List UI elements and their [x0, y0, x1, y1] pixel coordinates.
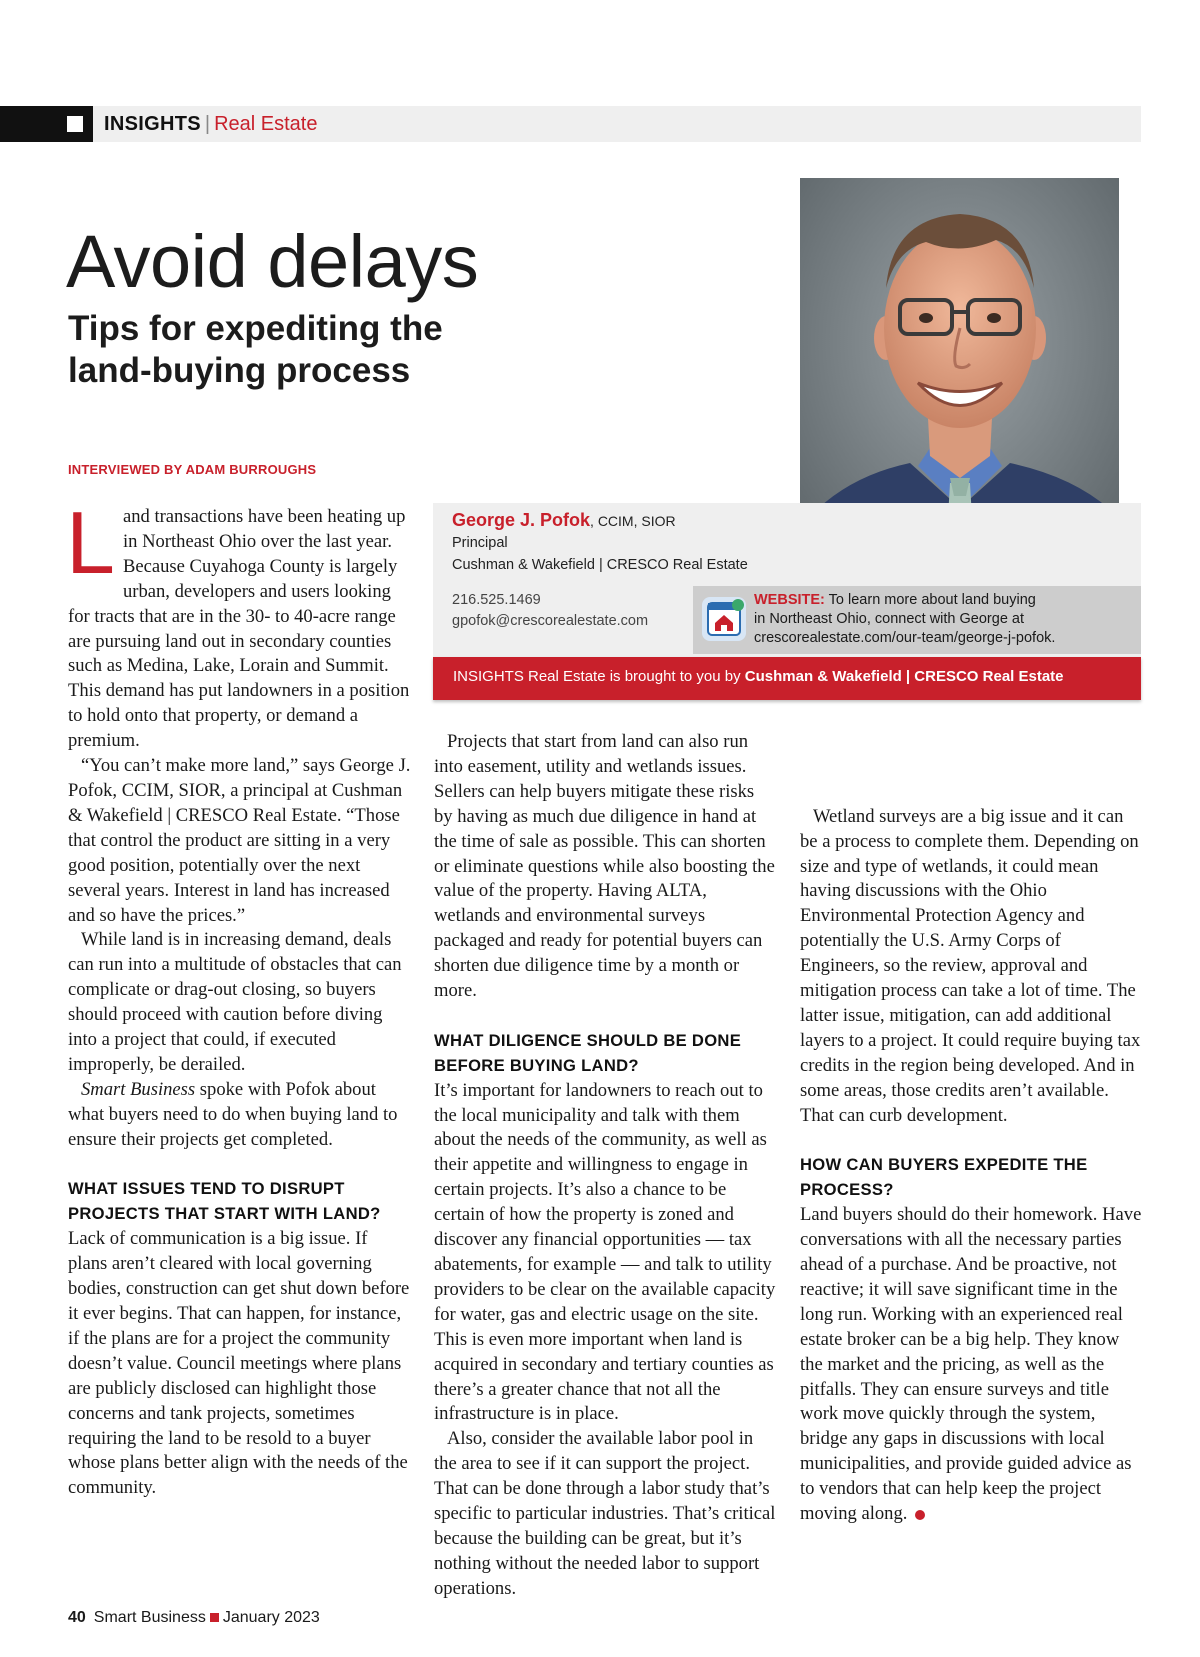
- paragraph: Wetland surveys are a big issue and it can be a process to complete them. Depending on size and type of wetlands, it could mean having discussions with the Ohio Environmental Protection Agency and potentially the U.S. Army Corps of Engineers, so the review, approval and mitigation process can take a lot of time. The latter issue, mitigation, can add additional layers to a project. It could require buying tax credits in the region being developed. And in some areas, those credits aren’t available. That can curb development.: [800, 805, 1141, 1126]
- article-title: Avoid delays: [66, 220, 479, 303]
- paragraph: Smart Business spoke with Pofok about what buyers need to do when buying land to ensure their projects get completed.: [68, 1078, 398, 1150]
- website-text-1: To learn more about land buying: [828, 592, 1036, 608]
- profile-phone: 216.525.1469: [452, 592, 541, 608]
- section-name: INSIGHTS: [104, 113, 201, 135]
- lead-paragraph: Land transactions have been heating up in Northeast Ohio over the last year. Because Cuyahoga County is largely urban, developers and users looking for tracts that are in the 30- to 40-acre range are pursuing land out in secondary counties such as Medina, Lake, Lorain and Summit. This demand has put landowners in a position to hold onto that property, or demand a premium.: [66, 493, 410, 752]
- sponsor-prefix: INSIGHTS Real Estate is brought to you by: [453, 668, 745, 685]
- paragraph: While land is in increasing demand, deals can run into a multitude of obstacles that can complicate or drag-out closing, so buyers should proceed with caution before diving into a project that could, if executed improperly, be derailed.: [68, 929, 402, 1075]
- section-separator: |: [204, 113, 211, 135]
- header-square-icon: [67, 116, 83, 132]
- website-url[interactable]: crescorealestate.com/our-team/george-j-pofok.: [754, 630, 1056, 646]
- section-header-bar: [0, 106, 1141, 142]
- profile-credentials: , CCIM, SIOR: [590, 513, 676, 529]
- header-black-block: [0, 106, 93, 142]
- website-text-2: in Northeast Ohio, connect with George at: [754, 611, 1025, 627]
- end-mark-icon: [915, 1510, 925, 1520]
- footer-issue: January 2023: [222, 1609, 320, 1626]
- section-heading: WHAT ISSUES TEND TO DISRUPT PROJECTS THAT START WITH LAND?: [68, 1179, 381, 1224]
- article-column-1: [66, 493, 411, 1501]
- paragraph: Also, consider the available labor pool in the area to see if it can support the project. That can be done through a labor study that’s specific to particular industries. That’s critical because the building can be great, but it’s nothing without the needed labor to support operations.: [434, 1428, 776, 1599]
- section-heading: WHAT DILIGENCE SHOULD BE DONE BEFORE BUYING LAND?: [434, 1030, 742, 1075]
- paragraph: It’s important for landowners to reach out to the local municipality and talk with them about the needs of the community, as well as their appetite and willingness to engage in certain projects. It’s also a chance to be certain of how the property is zoned and discover any financial opportunities — tax abatements, for example — and talk to utility providers to be clear on the available capacity for water, gas and electric usage on the site. This is even more important when land is acquired in secondary and tertiary counties as there’s a greater chance that not all the infrastructure is in place.: [434, 1079, 776, 1425]
- paragraph: Lack of communication is a big issue. If plans aren’t cleared with local governing bodies, construction can get shut down before it ever begins. That can happen, for instance, if the plans are for a project the community doesn’t value. Council meetings where plans are publicly disclosed can highlight those concerns and tank projects, sometimes requiring the land to be resold to a buyer whose plans better align with the needs of the community.: [68, 1228, 410, 1499]
- profile-name-line: [452, 510, 676, 531]
- paragraph: “You can’t make more land,” says George J. Pofok, CCIM, SIOR, a principal at Cushman & Wakefield | CRESCO Real Estate. “Those that control the product are sitting in a very good position, potentially over the next several years. Interest in land has increased and so have the prices.”: [68, 755, 411, 926]
- page-footer: [68, 1609, 320, 1627]
- page-number: 40: [68, 1609, 86, 1626]
- profile-firm: Cushman & Wakefield | CRESCO Real Estate: [452, 557, 748, 573]
- publication-italic: Smart Business: [81, 1078, 196, 1100]
- article-subtitle: Tips for expediting the land-buying process: [68, 309, 443, 390]
- sponsor-text: [453, 668, 1064, 685]
- sponsor-name: Cushman & Wakefield | CRESCO Real Estate: [744, 668, 1064, 685]
- section-heading: HOW CAN BUYERS EXPEDITE THE PROCESS?: [800, 1155, 1088, 1200]
- profile-email[interactable]: gpofok@crescorealestate.com: [452, 613, 649, 629]
- article-column-3: [800, 730, 1143, 1527]
- dropcap: L: [66, 493, 115, 592]
- article-column-2: [434, 730, 777, 1602]
- website-house-icon: [702, 597, 746, 641]
- website-label: WEBSITE:: [754, 592, 825, 608]
- profile-title: Principal: [452, 535, 508, 551]
- footer-publication: Smart Business: [93, 1609, 206, 1626]
- paragraph: Land buyers should do their homework. Have conversations with all the necessary parties ahead of a purchase. And be proactive, not reactive; it will save significant time in the long run. Working with an experienced real estate broker can be a big help. They know the market and the pricing, as well as the pitfalls. They can ensure surveys and title work move quickly through the system, bridge any gaps in discussions with local municipalities, and provide guided advice as to vendors that can help keep the project moving along.: [800, 1204, 1142, 1525]
- article-byline: INTERVIEWED BY ADAM BURROUGHS: [68, 462, 317, 477]
- section-topic: Real Estate: [214, 113, 318, 135]
- website-callout-text: [754, 591, 1138, 648]
- section-label: [104, 112, 317, 136]
- profile-name: George J. Pofok: [452, 510, 591, 530]
- paragraph: Projects that start from land can also run into easement, utility and wetlands issues. Sellers can help buyers mitigate these risks by having as much due diligence in hand at the time of sale as possible. This can shorten or eliminate questions while also boosting the value of the property. Having ALTA, wetlands and environmental surveys packaged and ready for potential buyers can shorten due diligence time by a month or more.: [434, 731, 775, 1002]
- footer-square-icon: [210, 1613, 219, 1622]
